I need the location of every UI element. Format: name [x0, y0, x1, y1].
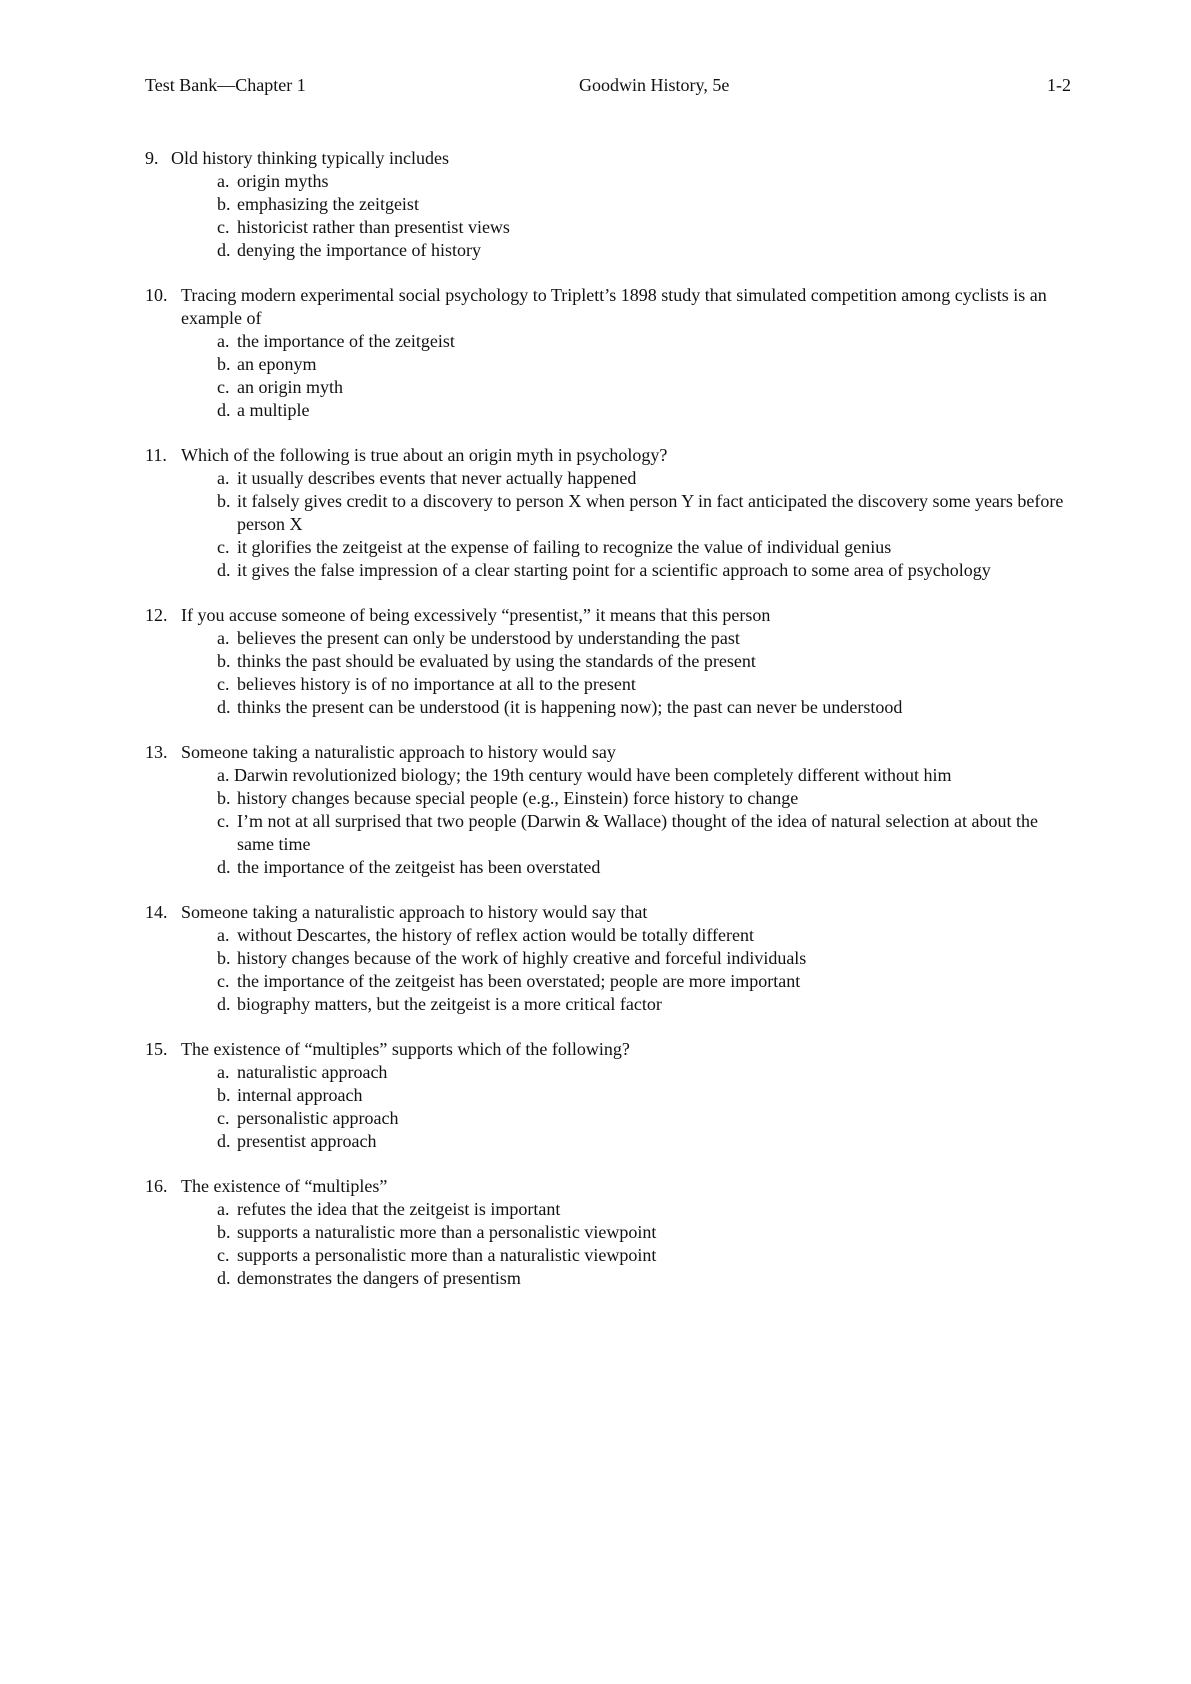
option-text: a multiple: [237, 400, 310, 420]
question-stem: [145, 284, 1075, 330]
question-16: [145, 1175, 1075, 1290]
option-text: presentist approach: [237, 1131, 377, 1151]
option-letter: d.: [217, 857, 231, 877]
answer-options: [145, 764, 1075, 879]
option-text: thinks the present can be understood (it is happening now); the past can never be understood: [237, 697, 903, 717]
option-text: an origin myth: [237, 377, 343, 397]
question-number: 10.: [145, 285, 168, 305]
answer-option: [217, 170, 1075, 193]
question-number: 11.: [145, 445, 167, 465]
question-14: [145, 901, 1075, 1016]
option-letter: d.: [217, 1268, 231, 1288]
question-stem: [145, 444, 1075, 467]
answer-option: [217, 536, 1075, 559]
option-letter: c.: [217, 537, 230, 557]
option-letter: a.: [217, 468, 230, 488]
answer-option: [217, 696, 1075, 719]
option-text: Darwin revolutionized biology; the 19th century would have been completely different without him: [234, 765, 952, 785]
answer-option: [217, 787, 1075, 810]
option-letter: c.: [217, 971, 230, 991]
question-text: The existence of “multiples” supports which of the following?: [181, 1039, 630, 1059]
option-letter: c.: [217, 377, 230, 397]
answer-option: [217, 970, 1075, 993]
option-text: origin myths: [237, 171, 329, 191]
question-11: [145, 444, 1075, 582]
question-stem: [145, 604, 1075, 627]
answer-option: [217, 399, 1075, 422]
option-letter: c.: [217, 674, 230, 694]
option-text: it falsely gives credit to a discovery to person X when person Y in fact anticipated the discovery some years before person X: [237, 491, 1064, 534]
answer-option: [217, 993, 1075, 1016]
option-letter: d.: [217, 1131, 231, 1151]
answer-options: [145, 330, 1075, 422]
option-letter: b.: [217, 1222, 231, 1242]
answer-option: [217, 1221, 1075, 1244]
answer-option: [217, 193, 1075, 216]
option-text: believes the present can only be understood by understanding the past: [237, 628, 740, 648]
option-letter: b.: [217, 1085, 231, 1105]
question-stem: [145, 1175, 1075, 1198]
answer-option: [217, 856, 1075, 879]
option-text: supports a naturalistic more than a personalistic viewpoint: [237, 1222, 657, 1242]
answer-options: [145, 1061, 1075, 1153]
option-text: refutes the idea that the zeitgeist is important: [237, 1199, 561, 1219]
answer-options: [145, 1198, 1075, 1290]
question-number: 15.: [145, 1039, 168, 1059]
answer-option: [217, 1107, 1075, 1130]
option-text: the importance of the zeitgeist has been overstated: [237, 857, 601, 877]
answer-option: [217, 559, 1075, 582]
question-10: [145, 284, 1075, 422]
option-text: it glorifies the zeitgeist at the expense of failing to recognize the value of individual genius: [237, 537, 892, 557]
page-header: [145, 74, 1071, 98]
option-letter: a.: [217, 171, 230, 191]
option-letter: c.: [217, 811, 230, 831]
option-text: an eponym: [237, 354, 317, 374]
question-text: Someone taking a naturalistic approach to history would say that: [181, 902, 648, 922]
answer-option: [217, 673, 1075, 696]
question-number: 12.: [145, 605, 168, 625]
question-text: Old history thinking typically includes: [171, 148, 449, 168]
answer-option: [217, 947, 1075, 970]
option-letter: d.: [217, 240, 231, 260]
option-letter: d.: [217, 560, 231, 580]
option-text: demonstrates the dangers of presentism: [237, 1268, 521, 1288]
option-text: the importance of the zeitgeist has been overstated; people are more important: [237, 971, 801, 991]
option-letter: a.: [217, 765, 230, 785]
option-letter: d.: [217, 697, 231, 717]
option-text: emphasizing the zeitgeist: [237, 194, 419, 214]
option-letter: b.: [217, 948, 231, 968]
answer-options: [145, 170, 1075, 262]
answer-option: [217, 1244, 1075, 1267]
option-text: denying the importance of history: [237, 240, 481, 260]
option-text: thinks the past should be evaluated by using the standards of the present: [237, 651, 756, 671]
question-15: [145, 1038, 1075, 1153]
option-text: internal approach: [237, 1085, 363, 1105]
question-number: 16.: [145, 1176, 168, 1196]
answer-option: [217, 924, 1075, 947]
option-letter: b.: [217, 194, 231, 214]
question-12: [145, 604, 1075, 719]
question-text: Tracing modern experimental social psychology to Triplett’s 1898 study that simulated competition among cyclists is an example of: [181, 285, 1047, 328]
answer-option: [217, 810, 1075, 856]
question-9: [145, 147, 1075, 262]
option-letter: d.: [217, 400, 231, 420]
question-stem: [145, 901, 1075, 924]
option-letter: c.: [217, 1245, 230, 1265]
question-text: Someone taking a naturalistic approach to history would say: [181, 742, 616, 762]
option-letter: b.: [217, 788, 231, 808]
option-text: history changes because special people (e.g., Einstein) force history to change: [237, 788, 799, 808]
answer-option: [217, 1061, 1075, 1084]
answer-option: [217, 1267, 1075, 1290]
option-letter: a.: [217, 331, 230, 351]
option-text: naturalistic approach: [237, 1062, 388, 1082]
header-book-title: Goodwin History, 5e: [579, 75, 730, 95]
question-text: If you accuse someone of being excessively “presentist,” it means that this person: [181, 605, 771, 625]
option-text: biography matters, but the zeitgeist is a more critical factor: [237, 994, 662, 1014]
answer-option: [217, 764, 1075, 787]
answer-option: [217, 467, 1075, 490]
answer-option: [217, 376, 1075, 399]
answer-option: [217, 1084, 1075, 1107]
option-letter: a.: [217, 925, 230, 945]
answer-option: [217, 239, 1075, 262]
option-letter: b.: [217, 491, 231, 511]
header-chapter: Test Bank—Chapter 1: [145, 75, 306, 95]
option-letter: c.: [217, 1108, 230, 1128]
header-page-number: 1-2: [1047, 75, 1071, 95]
option-text: believes history is of no importance at all to the present: [237, 674, 636, 694]
option-letter: b.: [217, 651, 231, 671]
question-number: 9.: [145, 148, 159, 168]
answer-options: [145, 467, 1075, 582]
option-text: the importance of the zeitgeist: [237, 331, 455, 351]
question-stem: [145, 1038, 1075, 1061]
answer-option: [217, 1198, 1075, 1221]
option-letter: a.: [217, 1199, 230, 1219]
answer-option: [217, 490, 1075, 536]
option-letter: c.: [217, 217, 230, 237]
answer-options: [145, 924, 1075, 1016]
answer-option: [217, 216, 1075, 239]
option-letter: a.: [217, 628, 230, 648]
option-text: history changes because of the work of highly creative and forceful individuals: [237, 948, 807, 968]
option-text: supports a personalistic more than a naturalistic viewpoint: [237, 1245, 657, 1265]
option-text: it gives the false impression of a clear starting point for a scientific approach to some area of psychology: [237, 560, 991, 580]
option-text: historicist rather than presentist views: [237, 217, 510, 237]
answer-option: [217, 627, 1075, 650]
question-text: Which of the following is true about an origin myth in psychology?: [181, 445, 668, 465]
question-13: [145, 741, 1075, 879]
option-text: without Descartes, the history of reflex action would be totally different: [237, 925, 755, 945]
question-list: [145, 147, 1075, 1312]
answer-option: [217, 330, 1075, 353]
answer-option: [217, 650, 1075, 673]
answer-option: [217, 353, 1075, 376]
question-stem: [145, 741, 1075, 764]
question-number: 14.: [145, 902, 168, 922]
option-text: it usually describes events that never actually happened: [237, 468, 637, 488]
option-text: I’m not at all surprised that two people (Darwin & Wallace) thought of the idea of natural selection at about the same time: [237, 811, 1038, 854]
option-letter: d.: [217, 994, 231, 1014]
option-letter: b.: [217, 354, 231, 374]
option-letter: a.: [217, 1062, 230, 1082]
question-text: The existence of “multiples”: [181, 1176, 388, 1196]
question-stem: [145, 147, 1075, 170]
answer-option: [217, 1130, 1075, 1153]
option-text: personalistic approach: [237, 1108, 399, 1128]
question-number: 13.: [145, 742, 168, 762]
answer-options: [145, 627, 1075, 719]
